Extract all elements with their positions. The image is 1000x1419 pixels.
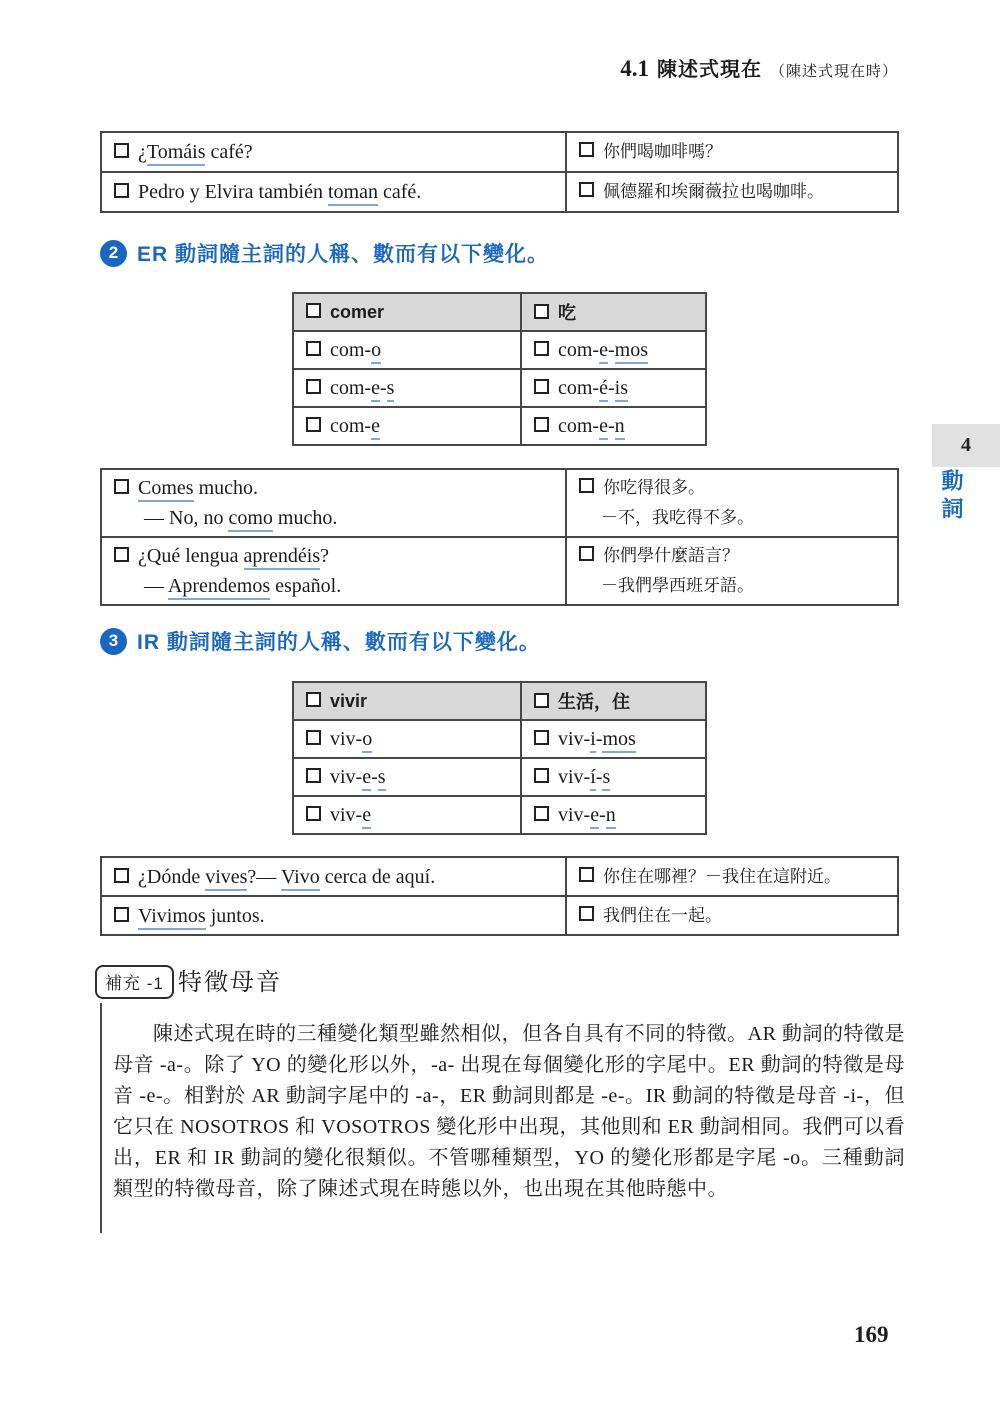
table-header-row [293,293,706,331]
square-bullet-icon [114,868,129,883]
spanish-cell [101,857,566,896]
square-bullet-icon [579,867,594,882]
conjugation-cell [293,758,521,796]
spanish-reply: — Aprendemos español. [114,571,559,601]
table-row [101,537,898,605]
square-bullet-icon [306,692,321,707]
square-bullet-icon [534,693,549,708]
supplement-paragraph: 陳述式現在時的三種變化類型雖然相似，但各自具有不同的特徵。AR 動詞的特徵是母音 -a-。除了 YO 的變化形以外，-a- 出現在每個變化形的字尾中。ER 動詞的特徵是母音 -e-。相對於 AR 動詞字尾中的 -a-，ER 動詞則都是 -e-。IR 動詞的特徵是母音 -i-，但它只在 NOSOTROS 和 VOSOTROS 變化形中出現，其他則和 ER 動詞相同。我們可以看出，ER 和 IR 動詞的變化很類似。不管哪種類型，YO 的變化形都是字尾 -o。三種動詞類型的特徵母音，除了陳述式現在時態以外，也出現在其他時態中。 [113,1023,905,1200]
chinese-reply: －我們學西班牙語。 [601,576,754,595]
spanish-cell [101,896,566,935]
spanish-cell [101,537,566,605]
table-row [293,407,706,445]
chinese-cell [566,896,898,935]
square-bullet-icon [534,730,549,745]
chinese-cell [566,469,898,537]
conjugated-form: com-e-n [558,415,625,440]
spanish-cell [101,172,566,212]
conjugated-form: viv-í-s [558,766,610,791]
square-bullet-icon [534,417,549,432]
conjugated-form: viv-e-s [330,766,386,791]
table-row [293,796,706,834]
spanish-sentence: Vivimos juntos. [138,905,265,930]
chinese-sentence: 你們學什麼語言？ [603,546,739,565]
chinese-cell [566,857,898,896]
square-bullet-icon [114,907,129,922]
meaning-header-cell [521,682,706,720]
square-bullet-icon [534,341,549,356]
spanish-sentence: Pedro y Elvira también toman café. [138,181,421,206]
chinese-cell [566,132,898,172]
conjugation-cell [293,331,521,369]
conjugated-form: com-o [330,339,381,364]
square-bullet-icon [534,304,549,319]
section-heading-text: IR 動詞隨主詞的人稱、數而有以下變化。 [137,631,541,654]
chapter-side-label: 動詞 [939,469,964,525]
spanish-reply: — No, no como mucho. [114,503,559,533]
chinese-sentence: 你吃得很多。 [603,478,705,497]
vivir-conjugation-table [292,681,707,835]
table-row [293,720,706,758]
square-bullet-icon [579,906,594,921]
square-bullet-icon [306,417,321,432]
table-row [101,132,898,172]
conjugated-form: com-e-s [330,377,394,402]
square-bullet-icon [114,547,129,562]
comer-conjugation-table [292,292,707,446]
conjugation-cell [293,796,521,834]
square-bullet-icon [579,478,594,493]
square-bullet-icon [306,379,321,394]
verb-infinitive: vivir [330,690,368,711]
table-row [101,896,898,935]
page-header [620,53,898,82]
conjugation-cell [293,369,521,407]
square-bullet-icon [534,768,549,783]
square-bullet-icon [306,303,321,318]
table-row [293,758,706,796]
section-heading-er [100,238,549,268]
square-bullet-icon [306,730,321,745]
verb-meaning: 生活，住 [558,692,630,712]
conjugated-form: com-é-is [558,377,628,402]
square-bullet-icon [114,143,129,158]
chapter-tab [932,424,1000,467]
spanish-cell [101,469,566,537]
table-header-row [293,682,706,720]
circled-number-icon: 3 [100,628,127,655]
meaning-header-cell [521,293,706,331]
section-heading-ir [100,626,541,656]
conjugation-cell [521,407,706,445]
conjugation-cell [293,720,521,758]
conjugation-cell [293,407,521,445]
er-example-table [100,468,899,606]
table-row [293,331,706,369]
table-row [101,172,898,212]
spanish-cell [101,132,566,172]
verb-header-cell [293,682,521,720]
chapter-number: 4 [961,434,971,456]
conjugated-form: viv-e [330,804,371,829]
square-bullet-icon [534,806,549,821]
spanish-sentence: ¿Tomáis café? [138,141,253,166]
supplement-badge: 補充 -1 [95,965,174,999]
chinese-sentence: 佩德羅和埃爾薇拉也喝咖啡。 [603,182,824,201]
page-number: 169 [854,1322,889,1347]
section-heading-text: ER 動詞隨主詞的人稱、數而有以下變化。 [137,243,550,266]
spanish-sentence: Comes mucho. [138,477,258,502]
table-row [101,469,898,537]
ir-example-table [100,856,899,936]
spanish-sentence: ¿Dónde vives?— Vivo cerca de aquí. [138,866,435,891]
square-bullet-icon [579,546,594,561]
page-title: 陳述式現在 [656,59,762,81]
table-row [293,369,706,407]
chinese-cell [566,537,898,605]
chinese-sentence: 你們喝咖啡嗎？ [603,142,722,161]
conjugation-cell [521,331,706,369]
conjugated-form: com-e [330,415,380,440]
conjugated-form: viv-i-mos [558,728,636,753]
square-bullet-icon [534,379,549,394]
conjugation-cell [521,720,706,758]
chinese-sentence: 我們住在一起。 [603,905,722,925]
conjugated-form: viv-e-n [558,804,616,829]
conjugated-form: com-e-mos [558,339,648,364]
spanish-sentence: ¿Qué lengua aprendéis? [138,545,329,570]
page-subtitle: （陳述式現在時） [769,64,898,80]
conjugation-cell [521,758,706,796]
square-bullet-icon [306,806,321,821]
square-bullet-icon [306,341,321,356]
verb-infinitive: comer [330,301,385,322]
square-bullet-icon [579,182,594,197]
chinese-sentence: 你住在哪裡？－我住在這附近。 [603,866,841,886]
chinese-cell [566,172,898,212]
section-number: 4.1 [620,56,649,81]
square-bullet-icon [579,142,594,157]
intro-example-table [100,131,899,213]
square-bullet-icon [306,768,321,783]
supplement-left-rule [100,1003,102,1233]
conjugated-form: viv-o [330,728,372,753]
table-row [101,857,898,896]
conjugation-cell [521,369,706,407]
conjugation-cell [521,796,706,834]
square-bullet-icon [114,479,129,494]
verb-header-cell [293,293,521,331]
chinese-reply: －不，我吃得不多。 [601,508,754,527]
square-bullet-icon [114,183,129,198]
supplement-title: 特徵母音 [178,970,282,996]
circled-number-icon: 2 [100,240,127,267]
verb-meaning: 吃 [558,303,576,323]
